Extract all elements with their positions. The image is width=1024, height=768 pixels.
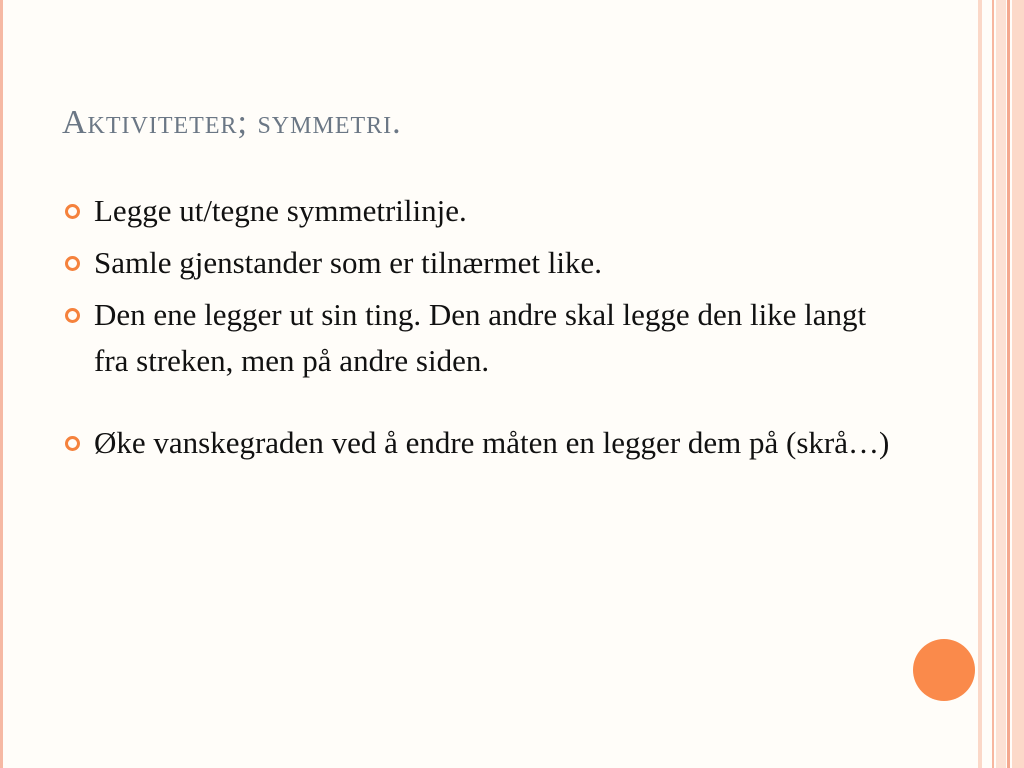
stripe — [992, 0, 994, 768]
orange-circle-icon — [913, 639, 975, 701]
ring-bullet-icon — [65, 256, 80, 271]
list-item — [64, 240, 904, 286]
ring-bullet-icon — [65, 308, 80, 323]
stripe — [1012, 0, 1024, 768]
stripe — [978, 0, 982, 768]
left-border-line — [0, 0, 3, 768]
bullet-list — [64, 188, 904, 472]
list-item-text: Øke vanskegraden ved å endre måten en legger dem på (skrå…) — [94, 425, 890, 460]
list-item-text: Samle gjenstander som er tilnærmet like. — [94, 245, 602, 280]
right-decorative-stripes — [976, 0, 1024, 768]
ring-bullet-icon — [65, 436, 80, 451]
ring-bullet-icon — [65, 204, 80, 219]
list-item — [64, 292, 904, 384]
list-item — [64, 420, 904, 466]
list-item — [64, 188, 904, 234]
slide-title: Aktiviteter; symmetri. — [62, 104, 402, 141]
stripe — [1007, 0, 1010, 768]
list-item-text: Legge ut/tegne symmetrilinje. — [94, 193, 467, 228]
list-item-text: Den ene legger ut sin ting. Den andre skal legge den like langt fra streken, men på andre siden. — [94, 297, 867, 378]
stripe — [996, 0, 1006, 768]
